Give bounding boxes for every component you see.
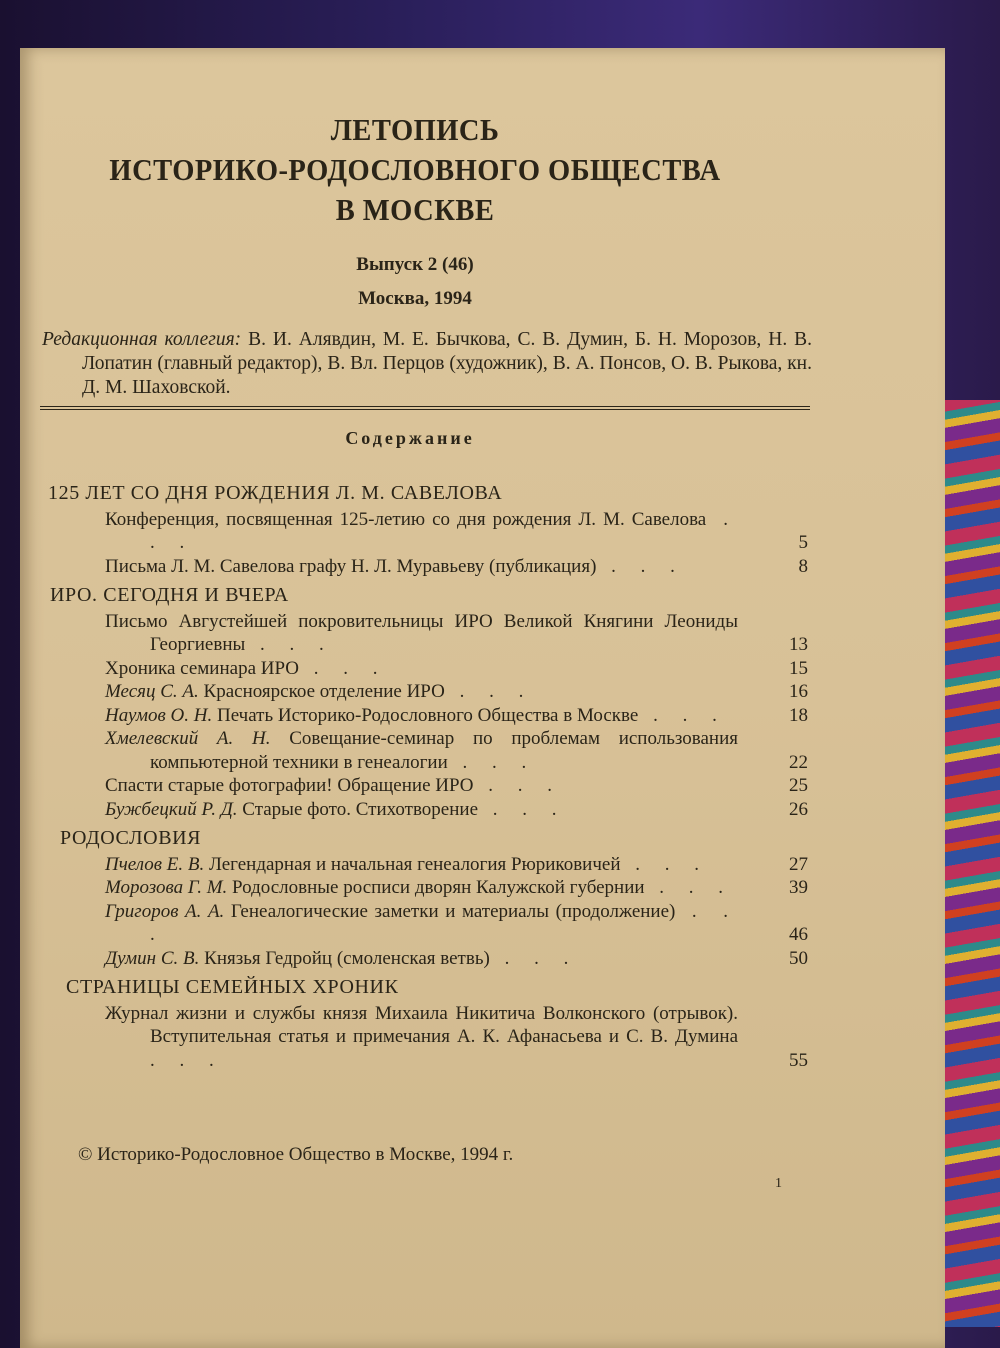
entry-title: Конференция, посвященная 125-летию со дня рождения Л. М. Савелова [105,508,707,530]
toc-entry[interactable] [48,947,818,971]
leader-dots: . . . [620,853,709,875]
entry-page: 39 [789,877,808,898]
leader-dots: . . . [299,657,388,679]
contents-heading: Содержание [345,428,475,448]
entry-author: Думин С. В. [105,947,200,969]
entry-author: Месяц С. А. [105,681,199,702]
entry-page: 18 [789,704,808,726]
entry-author: Хмелевский А. Н. [105,728,271,749]
toc-entry[interactable] [48,900,818,947]
entry-title: Хроника семинара ИРО [105,657,299,679]
entry-title: Легендарная и начальная генеалогия Рюриковичей [208,853,621,875]
book-page [20,48,945,1348]
divider [40,406,810,410]
entry-author: Григоров А. А. [105,900,225,922]
leader-dots: . . . [478,798,567,820]
leader-dots: . . . [150,1049,224,1071]
section-heading: СТРАНИЦЫ СЕМЕЙНЫХ ХРОНИК [66,976,399,998]
leader-dots: . . . [596,555,685,577]
section-heading: 125 ЛЕТ СО ДНЯ РОЖДЕНИЯ Л. М. САВЕЛОВА [48,482,503,504]
book-title [52,110,779,230]
toc-entry[interactable] [48,853,818,877]
toc-entry[interactable] [48,774,818,798]
leader-dots: . . . [447,751,537,773]
leader-dots: . . . [638,704,727,726]
entry-page: 5 [798,532,808,553]
board-members: В. И. Алявдин, М. Е. Бычкова, С. В. Думин, Б. Н. Морозов, Н. В. Лопатин (главный редактор), В. Вл. Перцов (художник), В. А. Понсов, О. В. Рыкова, кн. Д. М. Шаховской. [82,329,812,398]
toc-entry[interactable] [48,555,818,579]
city-year: Москва, 1994 [358,288,472,309]
title-line: ЛЕТОПИСЬ [330,112,500,147]
leader-dots: . . . [644,877,734,898]
leader-dots: . . . [150,900,739,945]
toc-entry[interactable] [48,704,818,728]
leader-dots: . . . [473,775,562,796]
entry-title: Красноярское отделение ИРО [203,681,445,702]
entry-page: 27 [789,853,808,875]
leader-dots: . . . [150,508,739,553]
entry-page: 15 [789,657,808,679]
entry-page: 13 [789,634,808,655]
toc-entry[interactable] [48,727,818,774]
board-label: Редакционная коллегия: [42,329,242,350]
entry-title: Князья Гедройц (смоленская ветвь) [204,947,490,969]
leader-dots: . . . [245,634,334,655]
toc-entry[interactable] [48,680,818,704]
section-heading: РОДОСЛОВИЯ [60,827,202,849]
entry-title: Генеалогические заметки и материалы (продолжение) [230,900,676,922]
leader-dots: . . . [489,947,579,969]
entry-title: Старые фото. Стихотворение [242,798,478,820]
editorial-board [42,328,812,400]
entry-title: Спасти старые фотографии! Обращение ИРО [105,775,474,796]
entry-author: Бужбецкий Р. Д. [105,798,238,820]
issue-number: Выпуск 2 (46) [356,254,474,275]
entry-title: Письма Л. М. Савелова графу Н. Л. Муравьеву (публикация) [105,555,597,577]
copyright: © Историко-Родословное Общество в Москве, 1994 г. [78,1144,514,1165]
title-line: ИСТОРИКО-РОДОСЛОВНОГО ОБЩЕСТВА [109,152,721,187]
toc-entry[interactable] [48,610,818,657]
entry-title: Совещание-семинар по проблемам использования компьютерной техники в генеалогии [150,728,738,773]
toc-entry[interactable] [48,1002,818,1073]
entry-title: Журнал жизни и службы князя Михаила Никитича Волконского (отрывок). Вступительная статья и примечания А. К. Афанасьева и С. В. Думина [105,1002,738,1047]
entry-author: Морозова Г. М. [105,877,228,898]
entry-page: 50 [789,947,808,969]
toc-entry[interactable] [48,798,818,822]
signature-mark: 1 [775,1176,782,1191]
title-line: В МОСКВЕ [335,192,495,227]
entry-page: 22 [789,751,808,773]
entry-author: Пчелов Е. В. [105,853,205,875]
entry-page: 55 [789,1049,808,1071]
leader-dots: . . . [444,681,534,702]
entry-page: 25 [789,775,808,796]
toc-entry[interactable] [48,876,818,900]
entry-title: Родословные росписи дворян Калужской губернии [232,877,645,898]
toc-entry[interactable] [48,508,818,555]
entry-page: 16 [789,681,808,702]
entry-page: 46 [789,924,808,945]
entry-title: Письмо Августейшей покровительницы ИРО Великой Княгини Леониды Георгиевны [105,610,738,655]
toc-entry[interactable] [48,657,818,681]
entry-author: Наумов О. Н. [105,704,213,726]
entry-page: 26 [789,798,808,820]
entry-page: 8 [798,555,808,577]
section-heading: ИРО. СЕГОДНЯ И ВЧЕРА [50,584,289,606]
entry-title: Печать Историко-Родословного Общества в Москве [217,704,639,726]
table-of-contents [48,476,818,1072]
